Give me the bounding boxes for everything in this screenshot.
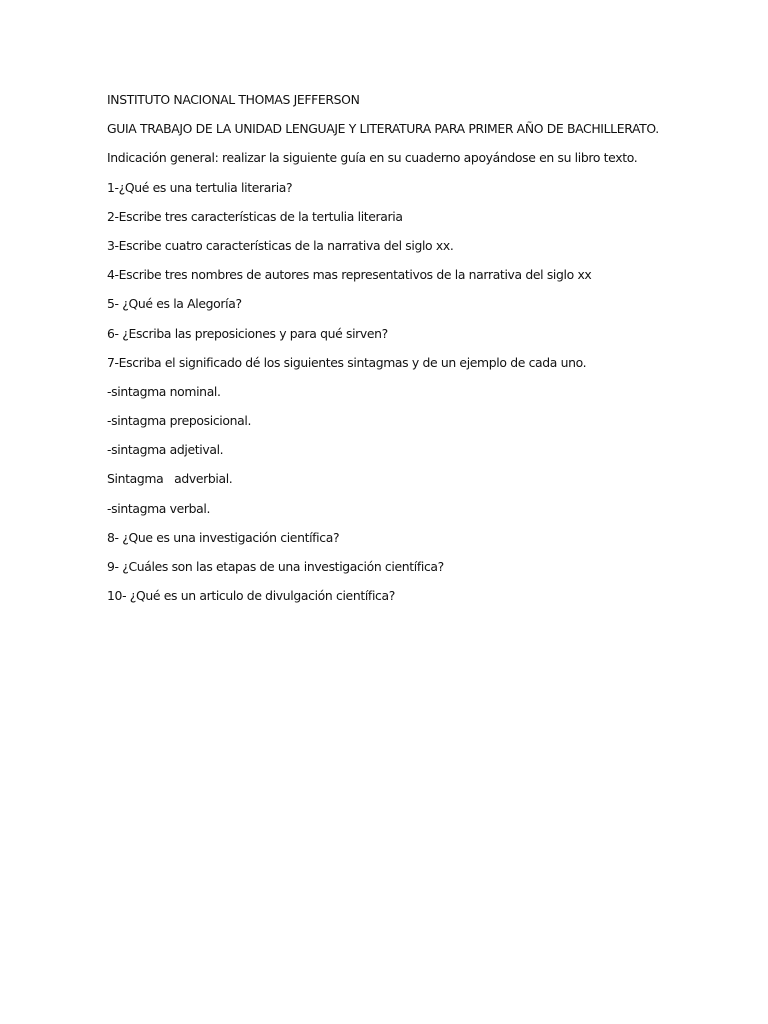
question-5: 5- ¿Qué es la Alegoría?	[107, 296, 242, 312]
question-10: 10- ¿Qué es un articulo de divulgación científica?	[107, 588, 395, 604]
guide-title: GUIA TRABAJO DE LA UNIDAD LENGUAJE Y LITERATURA PARA PRIMER AÑO DE BACHILLERATO.	[107, 121, 659, 137]
question-2: 2-Escribe tres características de la tertulia literaria	[107, 208, 403, 224]
question-4: 4-Escribe tres nombres de autores mas representativos de la narrativa del siglo xx	[107, 267, 592, 283]
document-body	[107, 90, 727, 615]
question-9: 9- ¿Cuáles son las etapas de una investigación científica?	[107, 559, 444, 574]
sub-item-adverbial: Sintagma adverbial.	[107, 471, 233, 487]
sub-item-adjectival: -sintagma adjetival.	[107, 442, 224, 458]
question-3: 3-Escribe cuatro características de la narrativa del siglo xx.	[107, 237, 454, 253]
sub-item-verbal: -sintagma verbal.	[107, 500, 211, 516]
sub-item-nominal: -sintagma nominal.	[107, 383, 221, 399]
question-1: 1-¿Qué es una tertulia literaria?	[107, 179, 293, 195]
question-8: 8- ¿Que es una investigación científica?	[107, 529, 340, 545]
general-instruction: Indicación general: realizar la siguiente guía en su cuaderno apoyándose en su libro texto.	[107, 150, 638, 166]
question-7: 7-Escriba el significado dé los siguientes sintagmas y de un ejemplo de cada uno.	[107, 354, 587, 370]
sub-item-prepositional: -sintagma preposicional.	[107, 413, 252, 429]
question-6: 6- ¿Escriba las preposiciones y para qué sirven?	[107, 325, 388, 341]
institution-name: INSTITUTO NACIONAL THOMAS JEFFERSON	[107, 92, 360, 107]
